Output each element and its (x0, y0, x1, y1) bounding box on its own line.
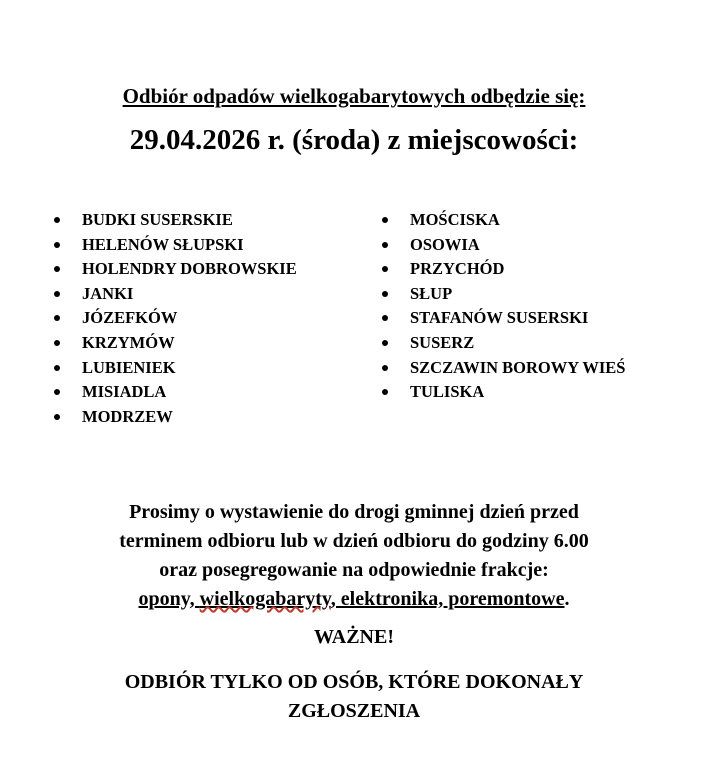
notice-title: Odbiór odpadów wielkogabarytowych odbędzie się: (122, 84, 586, 108)
list-item: HELENÓW SŁUPSKI (52, 233, 297, 258)
bullet-icon (54, 217, 60, 223)
list-item: KRZYMÓW (52, 331, 297, 356)
fractions-text: opony, wielkogabaryty, elektronika, poremontowe (138, 588, 565, 610)
list-item: JANKI (52, 282, 297, 307)
final-notice-line: ODBIÓR TYLKO OD OSÓB, KTÓRE DOKONAŁY (124, 671, 584, 693)
list-item: MISIADLA (52, 380, 297, 405)
locality-list-left (52, 208, 297, 429)
bullet-icon (382, 217, 388, 223)
locality-list-right (380, 208, 625, 405)
instructions-paragraph (0, 498, 708, 614)
instructions-line: oraz posegregowanie na odpowiednie frakcje: (159, 559, 549, 581)
bullet-icon (382, 242, 388, 248)
final-notice (0, 668, 708, 726)
bullet-icon (54, 291, 60, 297)
bullet-icon (54, 365, 60, 371)
final-notice-line: ZGŁOSZENIA (287, 700, 421, 722)
list-item: BUDKI SUSERSKIE (52, 208, 297, 233)
bullet-icon (54, 340, 60, 346)
list-item: HOLENDRY DOBROWSKIE (52, 257, 297, 282)
bullet-icon (382, 266, 388, 272)
bullet-icon (54, 389, 60, 395)
bullet-icon (54, 266, 60, 272)
important-label: WAŻNE! (313, 626, 394, 648)
instructions-line: Prosimy o wystawienie do drogi gminnej dzień przed (129, 501, 579, 523)
list-item: STAFANÓW SUSERSKI (380, 306, 625, 331)
list-item: SŁUP (380, 282, 625, 307)
bullet-icon (54, 414, 60, 420)
collection-date: 29.04.2026 r. (środa) z miejscowości: (129, 124, 579, 156)
list-item: JÓZEFKÓW (52, 306, 297, 331)
bullet-icon (382, 365, 388, 371)
list-item: LUBIENIEK (52, 356, 297, 381)
bullet-icon (382, 315, 388, 321)
bullet-icon (54, 315, 60, 321)
list-item: MOŚCISKA (380, 208, 625, 233)
list-item: SUSERZ (380, 331, 625, 356)
bullet-icon (382, 291, 388, 297)
spellcheck-word: wielkogabaryty (199, 588, 331, 610)
bullet-icon (382, 340, 388, 346)
list-item: TULISKA (380, 380, 625, 405)
list-item: PRZYCHÓD (380, 257, 625, 282)
list-item: OSOWIA (380, 233, 625, 258)
list-item: SZCZAWIN BOROWY WIEŚ (380, 356, 625, 381)
bullet-icon (54, 242, 60, 248)
bullet-icon (382, 389, 388, 395)
list-item: MODRZEW (52, 405, 297, 430)
fractions-line: opony, wielkogabaryty, elektronika, poremontowe. (138, 588, 570, 610)
instructions-line: terminem odbioru lub w dzień odbioru do godziny 6.00 (119, 530, 589, 552)
